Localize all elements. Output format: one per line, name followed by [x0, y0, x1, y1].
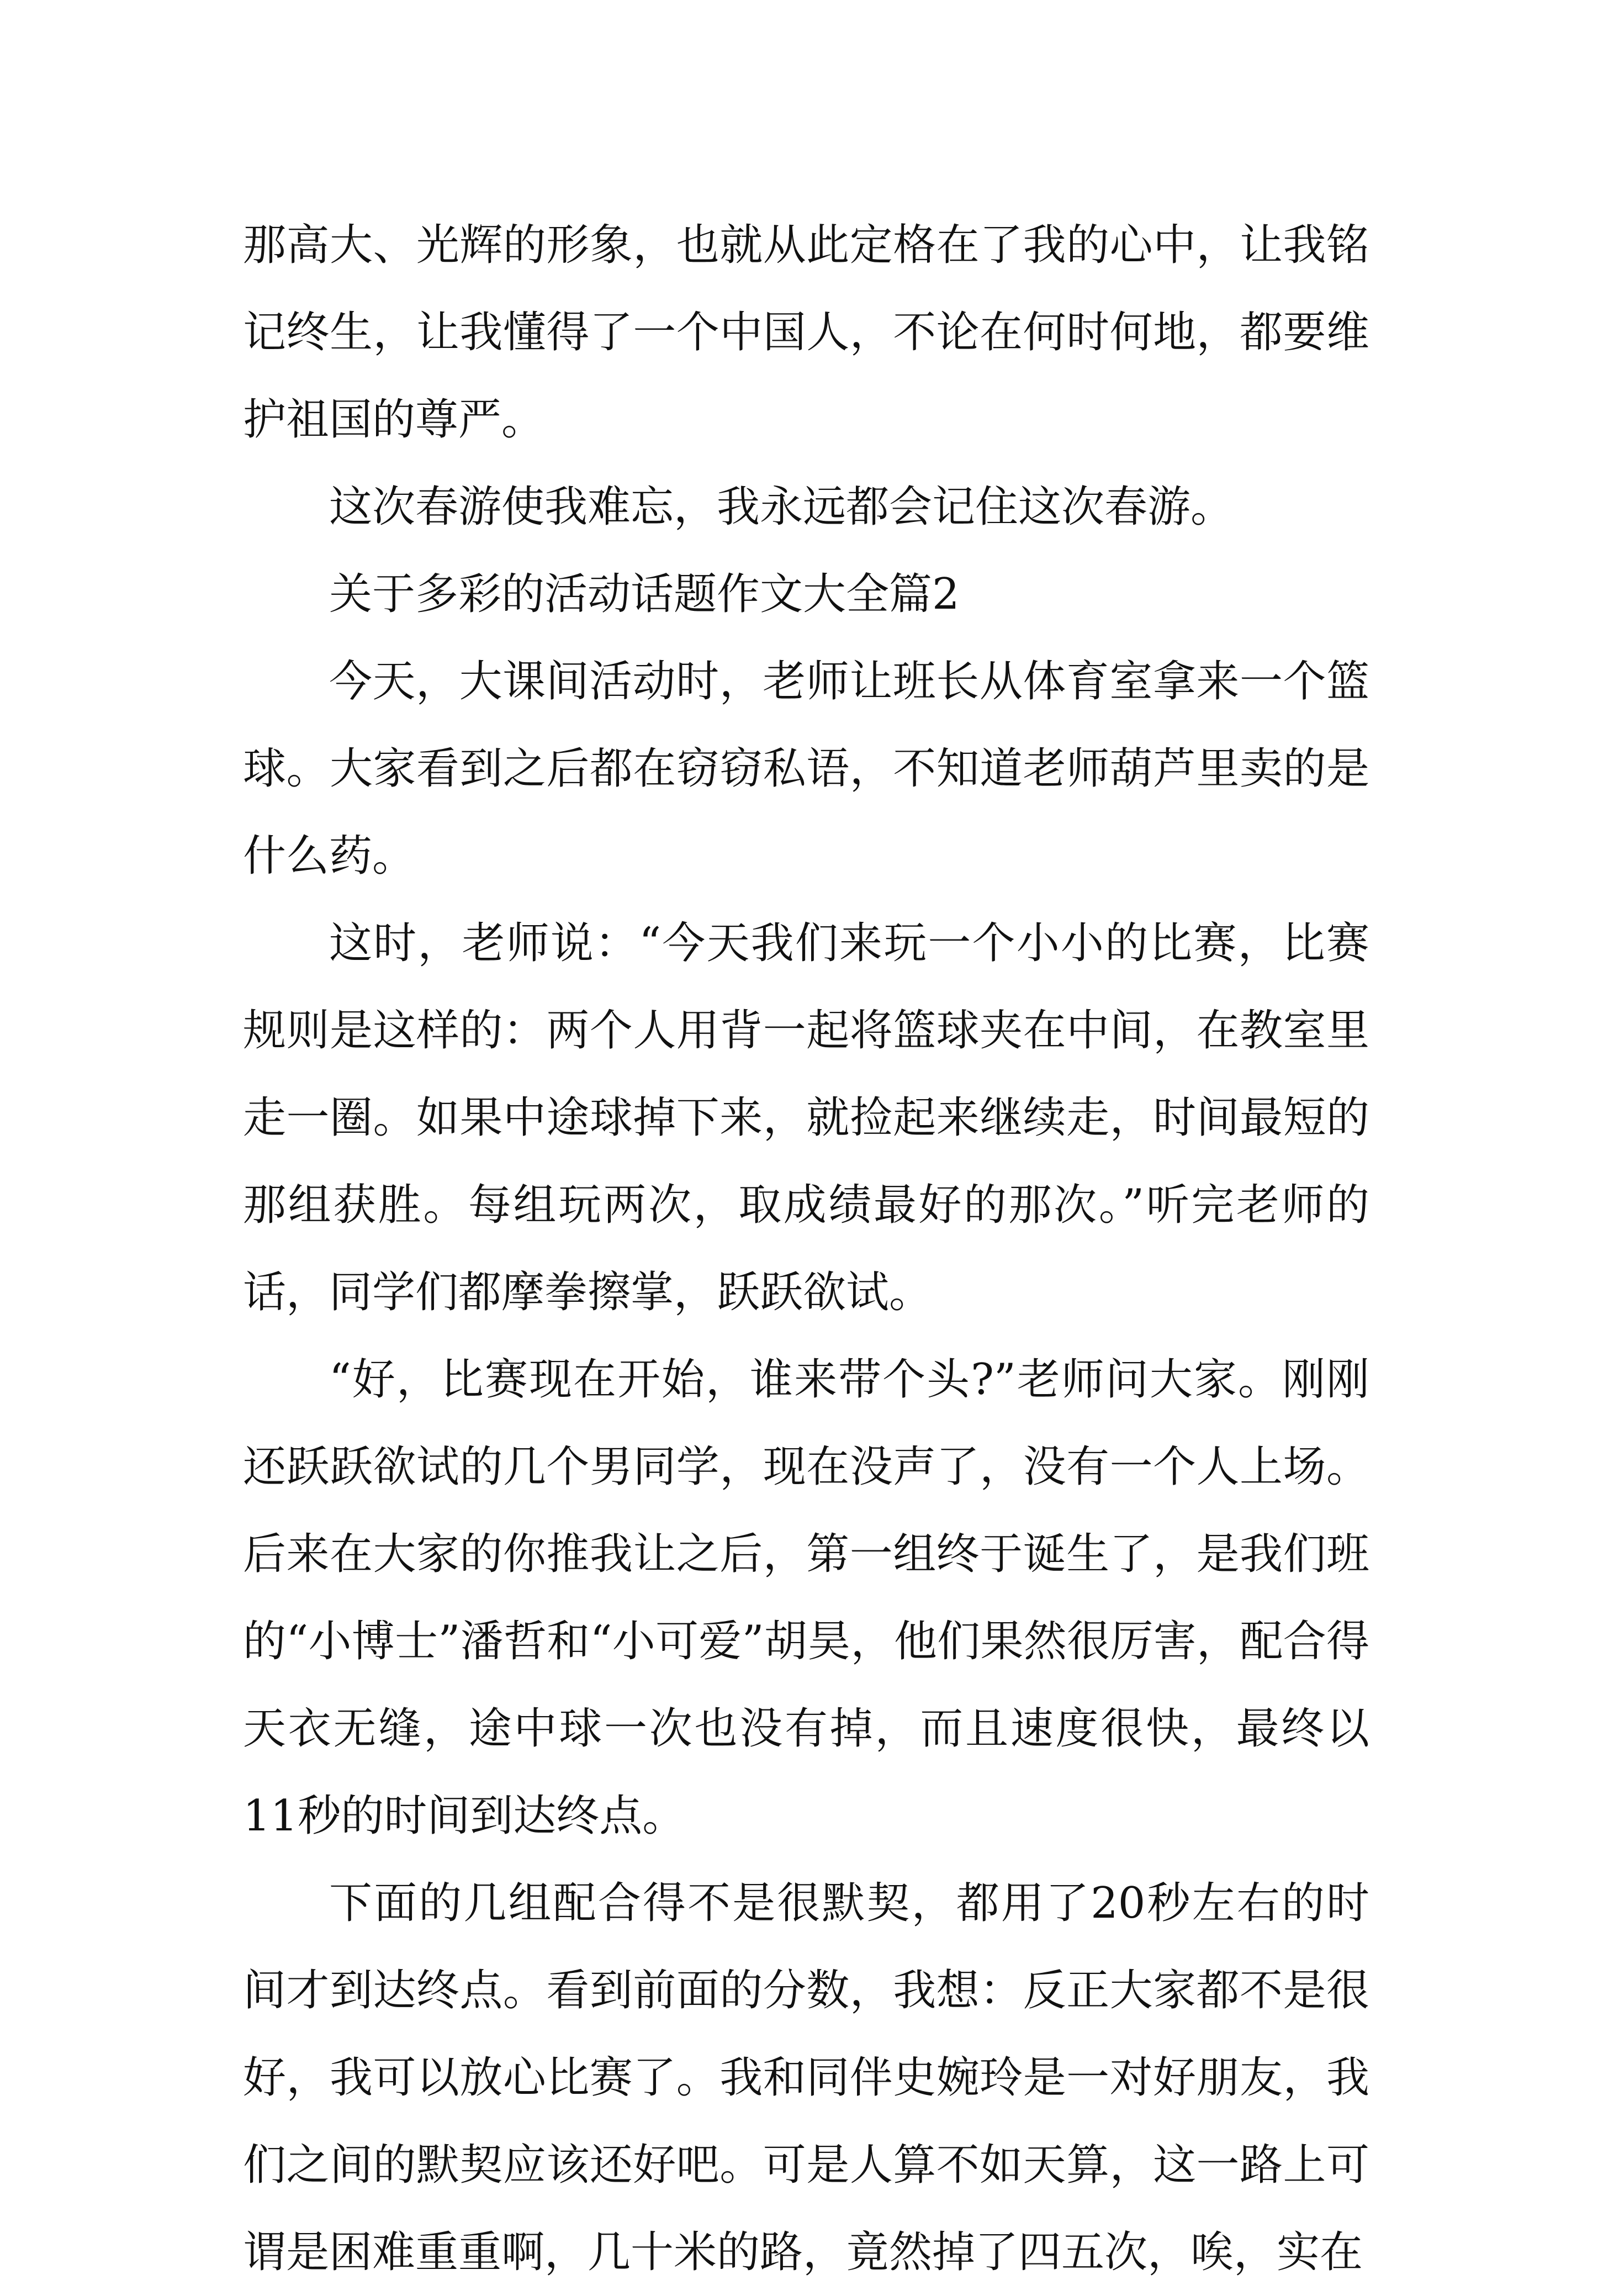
paragraph-game-rules: 这时，老师说：“今天我们来玩一个小小的比赛，比赛规则是这样的：两个人用背一起将篮球夹在中间，在教室里走一圈。如果中途球掉下来，就捡起来继续走，时间最短的那组获胜。每组玩两次，取成绩最好的那次。”听完老师的话，同学们都摩拳擦掌，跃跃欲试。 — [243, 919, 1369, 1317]
paragraph-basketball-intro: 今天，大课间活动时，老师让班长从体育室拿来一个篮球。大家看到之后都在窃窃私语，不知道老师葫芦里卖的是什么药。 — [243, 657, 1369, 881]
paragraph-first-group: “好，比赛现在开始，谁来带个头?”老师问大家。刚刚还跃跃欲试的几个男同学，现在没声了，没有一个人上场。后来在大家的你推我让之后，第一组终于诞生了，是我们班的“小博士”潘哲和“小可爱”胡昊，他们果然很厉害，配合得天衣无缝，途中球一次也没有掉，而且速度很快，最终以11秒的时间到达终点。 — [243, 1355, 1369, 1841]
section-heading: 关于多彩的活动话题作文大全篇2 — [329, 569, 960, 619]
paragraph-other-groups: 下面的几组配合得不是很默契，都用了20秒左右的时间才到达终点。看到前面的分数，我想：反正大家都不是很好，我可以放心比赛了。我和同伴史婉玲是一对好朋友，我们之间的默契应该还好吧。可是人算不如天算，这一路上可谓是困难重重啊，几十米的路，竟然掉了四五次，唉，实在 — [243, 1878, 1369, 2277]
paragraph-spring-trip-conclusion: 这次春游使我难忘，我永远都会记住这次春游。 — [329, 482, 1234, 532]
paragraph-continuation: 那高大、光辉的形象，也就从此定格在了我的心中，让我铭记终生，让我懂得了一个中国人，不论在何时何地，都要维护祖国的尊严。 — [243, 220, 1369, 445]
document-body — [243, 202, 1369, 2296]
